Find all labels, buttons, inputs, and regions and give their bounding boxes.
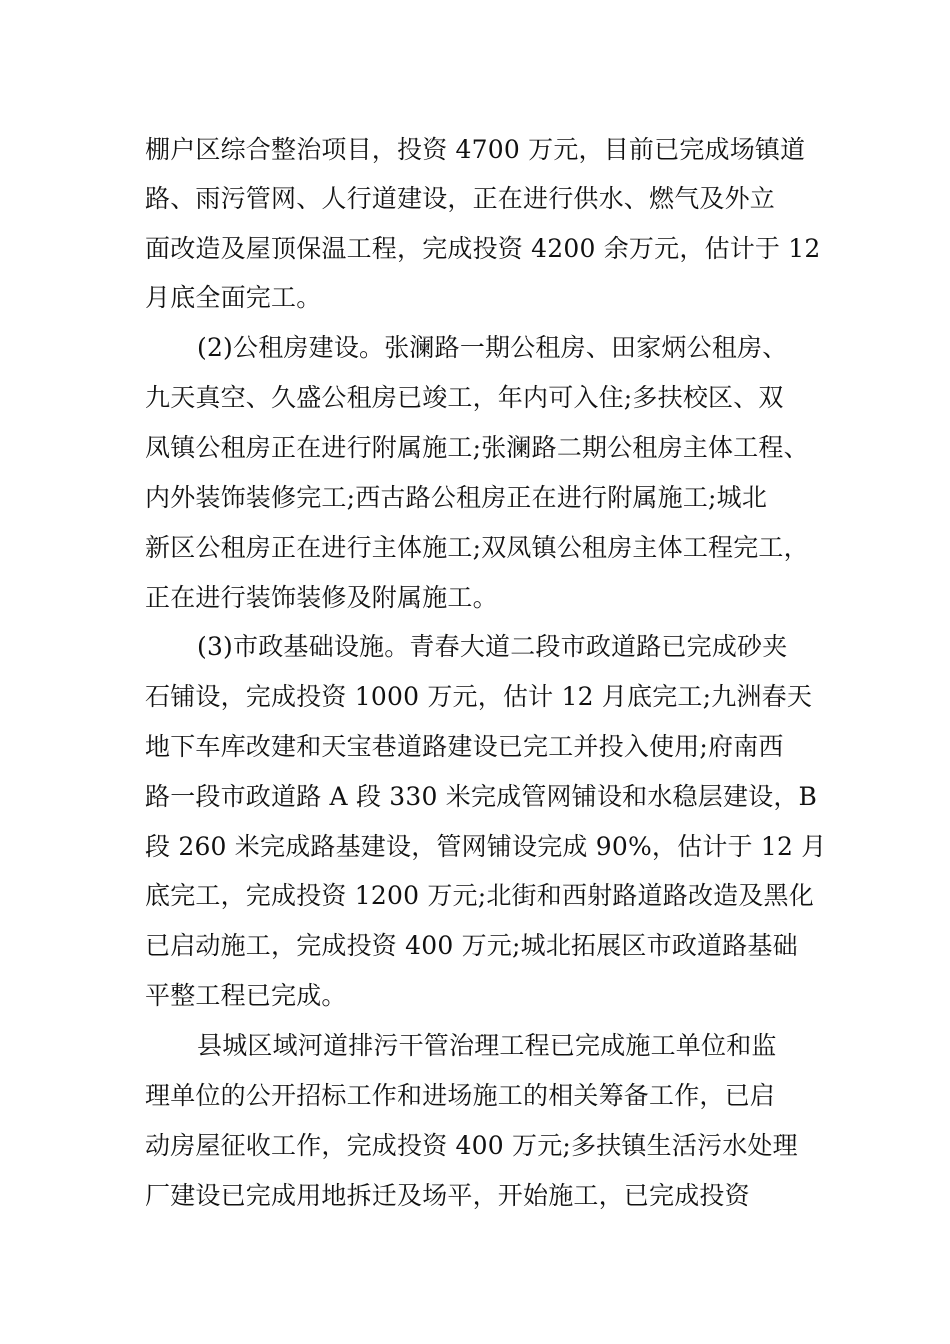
paragraph-4-line-2: 理单位的公开招标工作和进场施工的相关筹备工作，已启 [145, 1081, 776, 1110]
paragraph-1-line-1: 棚户区综合整治项目，投资 4700 万元，目前已完成场镇道 [145, 135, 806, 164]
paragraph-1-line-2: 路、雨污管网、人行道建设，正在进行供水、燃气及外立 [145, 184, 776, 213]
paragraph-3-line-5: 段 260 米完成路基建设，管网铺设完成 90%，估计于 12 月 [145, 832, 827, 861]
paragraph-3-line-4: 路一段市政道路 A 段 330 米完成管网铺设和水稳层建设，B [145, 782, 818, 811]
paragraph-4-line-1: 县城区域河道排污干管治理工程已完成施工单位和监 [197, 1031, 777, 1060]
paragraph-2-line-4: 内外装饰装修完工;西古路公租房正在进行附属施工;城北 [145, 483, 768, 512]
paragraph-2-line-2: 九天真空、久盛公租房已竣工，年内可入住;多扶校区、双 [145, 383, 784, 412]
paragraph-1-line-3: 面改造及屋顶保温工程，完成投资 4200 余万元，估计于 12 [145, 234, 821, 263]
paragraph-3-line-2: 石铺设，完成投资 1000 万元，估计 12 月底完工;九洲春天 [145, 682, 813, 711]
paragraph-2-line-6: 正在进行装饰装修及附属施工。 [145, 583, 498, 612]
paragraph-2-line-1: (2)公租房建设。张澜路一期公租房、田家炳公租房、 [197, 333, 788, 362]
paragraph-4-line-3: 动房屋征收工作，完成投资 400 万元;多扶镇生活污水处理 [145, 1131, 798, 1160]
paragraph-3-line-6: 底完工，完成投资 1200 万元;北街和西射路道路改造及黑化 [145, 881, 814, 910]
paragraph-1-line-4: 月底全面完工。 [145, 283, 322, 312]
paragraph-2-line-5: 新区公租房正在进行主体施工;双凤镇公租房主体工程完工， [145, 533, 809, 562]
paragraph-3-line-3: 地下车库改建和天宝巷道路建设已完工并投入使用;府南西 [145, 732, 784, 761]
paragraph-2-line-3: 凤镇公租房正在进行附属施工;张澜路二期公租房主体工程、 [145, 433, 809, 462]
paragraph-3-line-8: 平整工程已完成。 [145, 981, 347, 1010]
paragraph-3-line-7: 已启动施工，完成投资 400 万元;城北拓展区市政道路基础 [145, 931, 798, 960]
paragraph-4-line-4: 厂建设已完成用地拆迁及场平，开始施工，已完成投资 [145, 1181, 750, 1210]
paragraph-3-line-1: (3)市政基础设施。青春大道二段市政道路已完成砂夹 [197, 632, 788, 661]
